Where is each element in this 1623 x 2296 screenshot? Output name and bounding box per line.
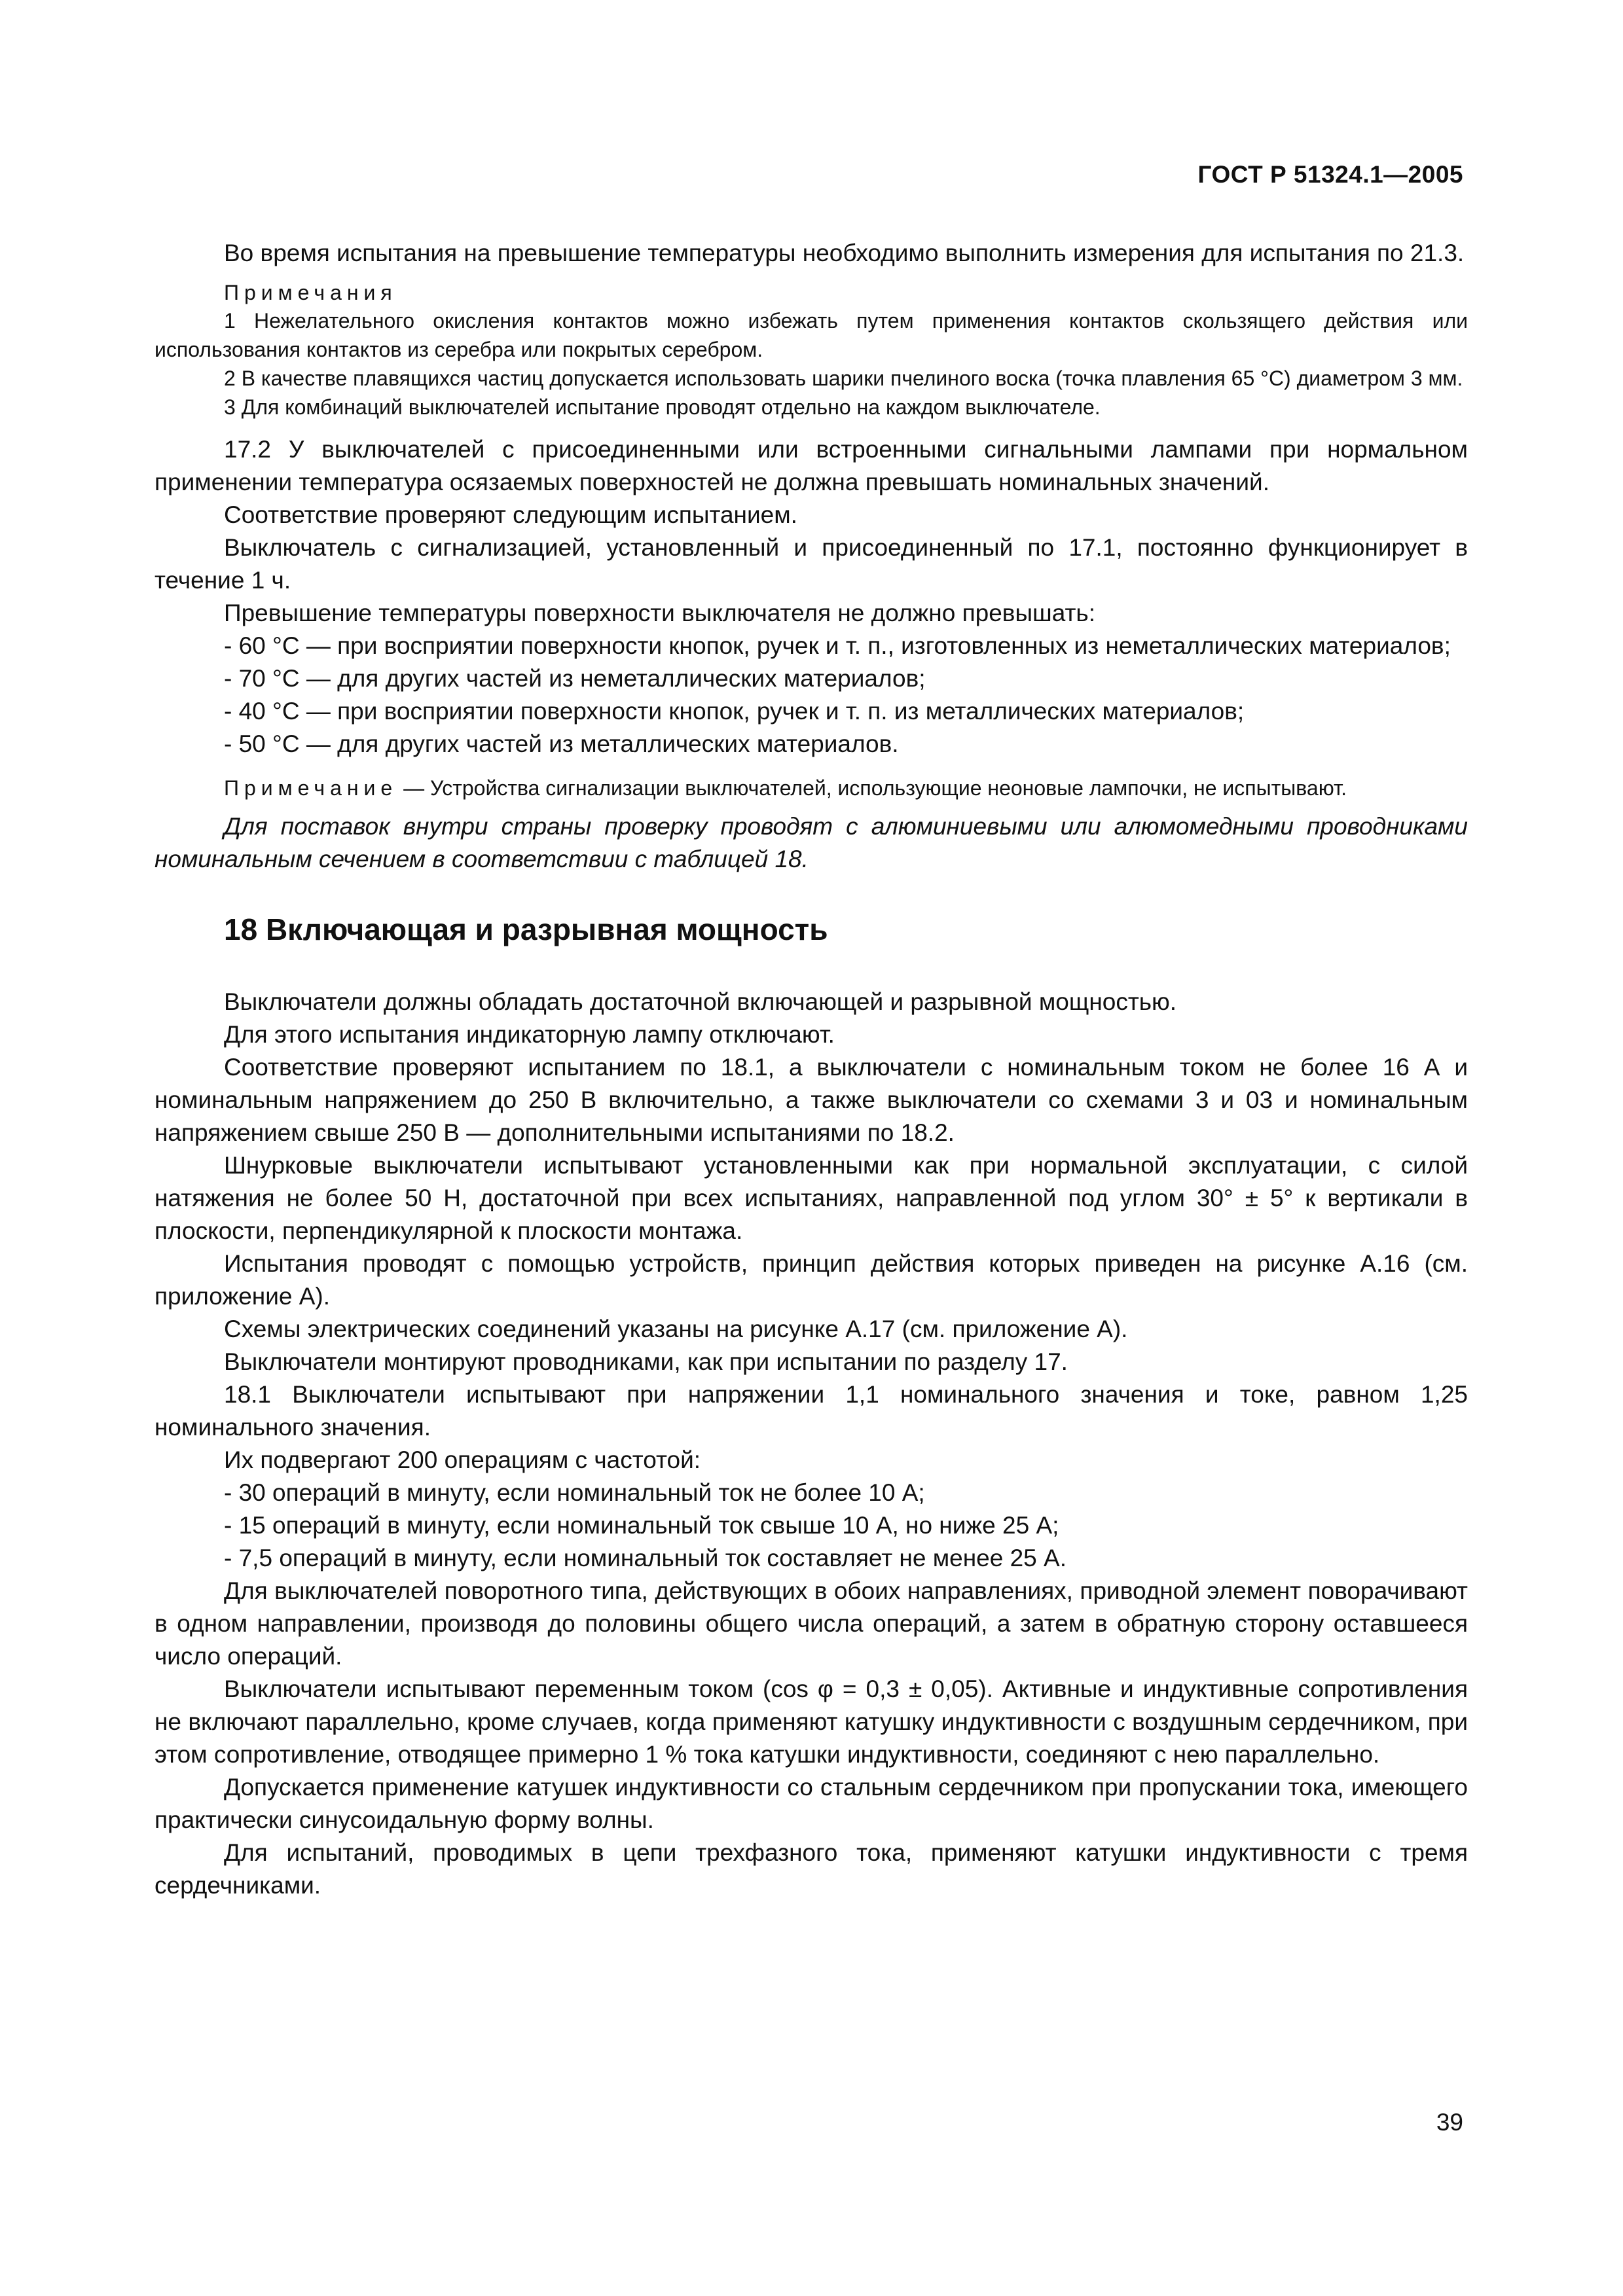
temperature-rise-intro: Превышение температуры поверхности выключателя не должно превышать: [224,600,1095,626]
s18-paragraph-4: Шнурковые выключатели испытывают установленными как при нормальной эксплуатации, с силой натяжения не более 50 Н, достаточной при всех испытаниях, направленной под углом 30° ± 5° к вертикали в плоскости, перпендикулярной к плоскости монтажа. [155,1152,1468,1244]
s18-operations-intro: Их подвергают 200 операциям с частотой: [224,1446,701,1473]
temperature-item-50: - 50 °С — для других частей из металлических материалов. [224,730,899,757]
temperature-item-70: - 70 °С — для других частей из неметаллических материалов; [224,665,926,692]
s18-three-phase: Для испытаний, проводимых в цепи трехфазного тока, применяют катушки индуктивности с тремя сердечниками. [155,1839,1468,1899]
neon-note-label: Примечание [224,776,398,800]
notes-label: Примечания [224,281,397,304]
measurement-paragraph: Во время испытания на превышение температуры необходимо выполнить измерения для испытания по 21.3. [224,240,1465,266]
temperature-item-60: - 60 °С — при восприятии поверхности кнопок, ручек и т. п., изготовленных из неметаллических материалов; [224,632,1451,659]
note-3: 3 Для комбинаций выключателей испытание проводят отдельно на каждом выключателе. [224,395,1101,419]
temperature-item-40: - 40 °С — при восприятии поверхности кнопок, ручек и т. п. из металлических материалов; [224,698,1245,725]
compliance-check: Соответствие проверяют следующим испытанием. [224,501,797,528]
s18-rotary-switches: Для выключателей поворотного типа, действующих в обоих направлениях, приводной элемент поворачивают в одном направлении, производя до половины общего числа операций, а затем в обратную сторону оставшееся число операций. [155,1577,1468,1670]
document-body [155,237,1468,1902]
s18-operations-item-30: - 30 операций в минуту, если номинальный ток не более 10 А; [224,1479,925,1506]
document-header: ГОСТ Р 51324.1—2005 [1197,161,1463,188]
note-1: 1 Нежелательного окисления контактов можно избежать путем применения контактов скользящего действия или использования контактов из серебра или покрытых серебром. [155,309,1468,361]
domestic-supply-note: Для поставок внутри страны проверку проводят с алюминиевыми или алюмомедными проводниками номинальным сечением в соответствии с таблицей 18. [155,813,1468,872]
s18-paragraph-3: Соответствие проверяют испытанием по 18.1, а выключатели с номинальным током не более 16 А и номинальным напряжением до 250 В включительно, а также выключатели со схемами 3 и 03 и номинальным напряжением свыше 250 В — дополнительными испытаниями по 18.2. [155,1054,1468,1146]
section-18-heading: 18 Включающая и разрывная мощность [224,912,828,946]
signal-switch-paragraph: Выключатель с сигнализацией, установленный и присоединенный по 17.1, постоянно функционирует в течение 1 ч. [155,534,1468,594]
page-number: 39 [1436,2109,1463,2136]
clause-17-2: 17.2 У выключателей с присоединенными или встроенными сигнальными лампами при нормальном применении температура осязаемых поверхностей не должна превышать номинальных значений. [155,436,1468,495]
s18-operations-item-7-5: - 7,5 операций в минуту, если номинальный ток составляет не менее 25 А. [224,1545,1067,1571]
s18-paragraph-2: Для этого испытания индикаторную лампу отключают. [224,1021,835,1048]
note-2: 2 В качестве плавящихся частиц допускается использовать шарики пчелиного воска (точка плавления 65 °С) диаметром 3 мм. [224,367,1463,390]
s18-paragraph-6: Схемы электрических соединений указаны на рисунке А.17 (см. приложение А). [224,1316,1128,1342]
s18-steel-core: Допускается применение катушек индуктивности со стальным сердечником при пропускании тока, имеющего практически синусоидальную форму волны. [155,1774,1468,1833]
s18-paragraph-1: Выключатели должны обладать достаточной включающей и разрывной мощностью. [224,988,1177,1015]
s18-ac-test: Выключатели испытывают переменным током (cos φ = 0,3 ± 0,05). Активные и индуктивные сопротивления не включают параллельно, кроме случаев, когда применяют катушку индуктивности с воздушным сердечником, при этом сопротивление, отводящее примерно 1 % тока катушки индуктивности, соединяют с нею параллельно. [155,1676,1468,1768]
s18-paragraph-5: Испытания проводят с помощью устройств, принцип действия которых приведен на рисунке А.16 (см. приложение А). [155,1250,1468,1310]
neon-note [155,774,1468,802]
clause-18-1: 18.1 Выключатели испытывают при напряжении 1,1 номинального значения и токе, равном 1,25 номинального значения. [155,1381,1468,1441]
s18-operations-item-15: - 15 операций в минуту, если номинальный ток свыше 10 А, но ниже 25 А; [224,1512,1059,1539]
neon-note-text: — Устройства сигнализации выключателей, использующие неоновые лампочки, не испытывают. [397,776,1347,800]
s18-paragraph-7: Выключатели монтируют проводниками, как при испытании по разделу 17. [224,1348,1068,1375]
